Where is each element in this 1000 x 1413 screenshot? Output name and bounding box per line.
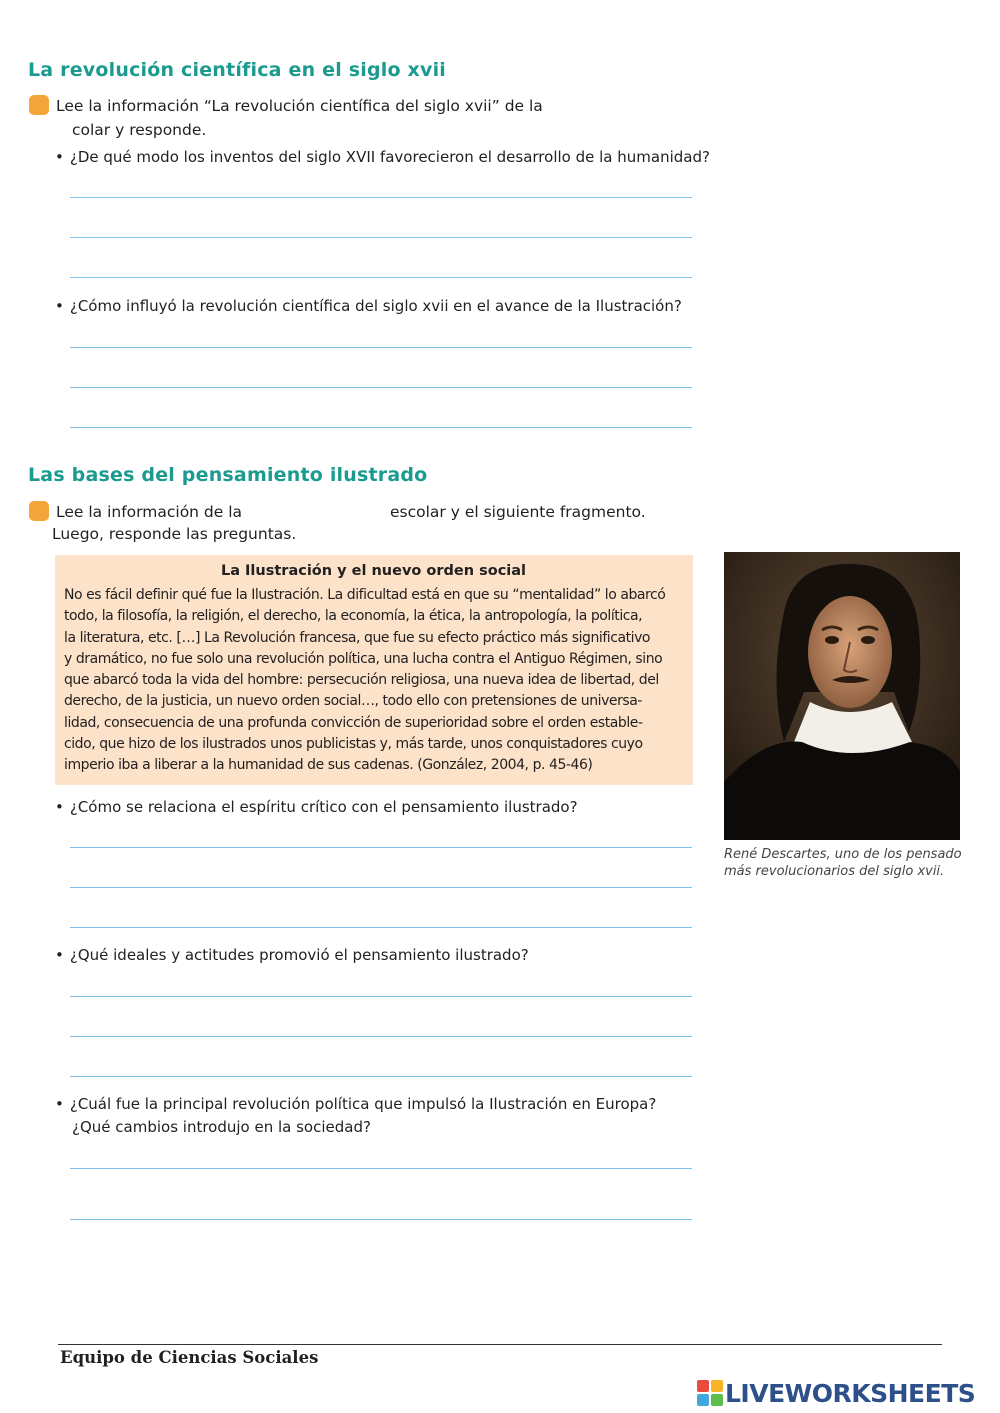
footer-divider xyxy=(58,1344,942,1345)
answer-line[interactable] xyxy=(70,427,692,428)
portrait-illustration xyxy=(724,552,960,840)
answer-line[interactable] xyxy=(70,1219,692,1220)
footer-credit: Equipo de Ciencias Sociales xyxy=(60,1348,319,1367)
caption-line2: más revolucionarios del siglo xvii. xyxy=(724,864,945,879)
portrait-caption xyxy=(724,846,964,880)
answer-line[interactable] xyxy=(70,1036,692,1037)
question-2-3: • ¿Cuál fue la principal revolución política que impulsó la Ilustración en Europa? xyxy=(55,1095,657,1113)
answer-line[interactable] xyxy=(70,387,692,388)
descartes-portrait xyxy=(724,552,960,840)
question-2-2: • ¿Qué ideales y actitudes promovió el pensamiento ilustrado? xyxy=(55,946,529,964)
answer-line[interactable] xyxy=(70,996,692,997)
answer-line[interactable] xyxy=(70,237,692,238)
answer-line[interactable] xyxy=(70,347,692,348)
reading-line: derecho, de la justicia, un nuevo orden social…, todo ello con pretensiones de universa- xyxy=(64,693,642,710)
reading-line: No es fácil definir qué fue la Ilustración. La dificultad está en que su “mentalidad” lo abarcó xyxy=(64,587,666,603)
reading-body xyxy=(64,585,683,777)
instruction-2-part2: escolar y el siguiente fragmento. xyxy=(390,503,646,521)
reading-line: lidad, consecuencia de una profunda convicción de superioridad sobre el orden estable- xyxy=(64,714,643,731)
question-1-1: • ¿De qué modo los inventos del siglo XVII favorecieron el desarrollo de la humanidad? xyxy=(55,148,710,166)
liveworksheets-logo xyxy=(697,1377,997,1409)
activity-marker-2 xyxy=(29,501,49,521)
answer-line[interactable] xyxy=(70,1168,692,1169)
question-1-2: • ¿Cómo influyó la revolución científica del siglo xvii en el avance de la Ilustración? xyxy=(55,297,682,315)
instruction-1-line1: Lee la información “La revolución científica del siglo xvii” de la xyxy=(56,97,543,115)
answer-line[interactable] xyxy=(70,277,692,278)
caption-line1: René Descartes, uno de los pensado xyxy=(724,847,962,862)
answer-line[interactable] xyxy=(70,927,692,928)
reading-box xyxy=(55,555,693,785)
answer-line[interactable] xyxy=(70,197,692,198)
answer-line[interactable] xyxy=(70,1076,692,1077)
reading-line: imperio iba a liberar a la humanidad de sus cadenas. (González, 2004, p. 45-46) xyxy=(64,757,593,774)
instruction-1-line2: colar y responde. xyxy=(72,121,207,139)
answer-line[interactable] xyxy=(70,887,692,888)
instruction-2-line2: Luego, responde las preguntas. xyxy=(52,525,297,543)
instruction-2-part1: Lee la información de la xyxy=(56,503,243,521)
liveworksheets-icon xyxy=(697,1380,723,1406)
answer-line[interactable] xyxy=(70,847,692,848)
reading-title: La Ilustración y el nuevo orden social xyxy=(220,563,527,579)
reading-line: que abarcó toda la vida del hombre: persecución religiosa, una nueva idea de libertad, del xyxy=(64,672,659,689)
question-2-3-line2: ¿Qué cambios introdujo en la sociedad? xyxy=(72,1118,371,1136)
liveworksheets-wordmark: LIVEWORKSHEETS xyxy=(725,1378,976,1408)
reading-line: todo, la filosofía, la religión, el derecho, la economía, la ética, la antropología, la política, xyxy=(64,608,643,625)
reading-line: cido, que hizo de los ilustrados unos publicistas y, más tarde, unos conquistadores cuyo xyxy=(64,736,643,753)
reading-line: y dramático, no fue solo una revolución política, una lucha contra el Antiguo Régimen, sino xyxy=(64,650,663,667)
section-title-2: Las bases del pensamiento ilustrado xyxy=(28,464,428,486)
section-title-1: La revolución científica en el siglo xvii xyxy=(28,59,447,81)
reading-line: la literatura, etc. […] La Revolución francesa, que fue su efecto práctico más significativo xyxy=(64,629,651,646)
activity-marker-1 xyxy=(29,95,49,115)
question-2-1: • ¿Cómo se relaciona el espíritu crítico con el pensamiento ilustrado? xyxy=(55,798,578,816)
